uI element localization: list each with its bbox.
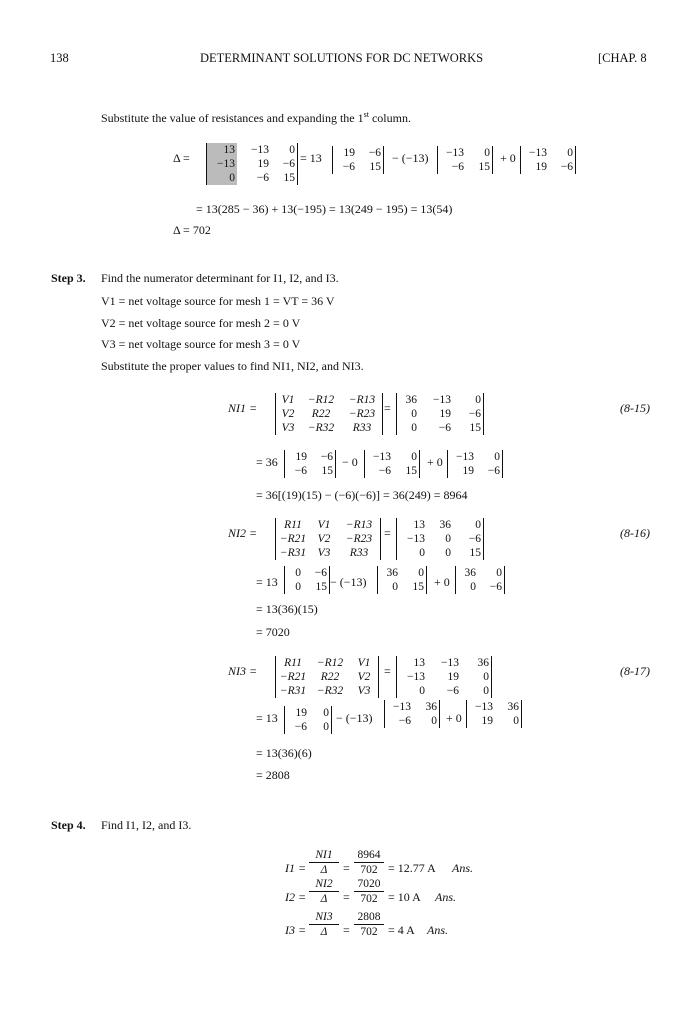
i3-numeric-fraction: $\frac{2808}{702}$	[354, 911, 384, 938]
n3-exp-coef: = 13	[256, 711, 278, 725]
chapter-label: [CHAP. 8	[598, 51, 647, 65]
n1-plus-0: + 0	[427, 455, 443, 469]
n1-minus-0: − 0	[342, 455, 358, 469]
n3-result: = 2808	[256, 768, 290, 782]
v2-definition: V2 = net voltage source for mesh 2 = 0 V	[101, 316, 301, 330]
delta-plus-0: + 0	[500, 151, 516, 165]
i1-equals: =	[343, 861, 350, 875]
delta-minor-3: −13 0 19 −6	[520, 146, 576, 174]
n3-symbolic-matrix: R11 −R12 V1 −R21 R22 V2 −R31 −R32 V3	[275, 656, 379, 698]
i2-lhs: I2 =	[285, 890, 307, 904]
n1-minor-1: 19 −6 −6 15	[284, 450, 336, 478]
n3-minor-3: −13 36 19 0	[466, 700, 522, 728]
i2-numeric-fraction: $\frac{7020}{702}$	[354, 878, 384, 905]
n3-minus-neg13: − (−13)	[336, 711, 373, 725]
delta-minus-neg13: − (−13)	[392, 151, 429, 165]
delta-minor-2: −13 0 −6 15	[437, 146, 493, 174]
n2-label: NI2 =	[228, 526, 258, 540]
n2-minor-1: 0 −6 0 15	[284, 566, 330, 594]
delta-eq-13: = 13	[300, 151, 322, 165]
n2-equation-number: (8-16)	[620, 526, 650, 540]
i1-ans: Ans.	[452, 861, 473, 875]
n3-label: NI3 =	[228, 664, 258, 678]
n3-numeric-matrix: 13 −13 36 −13 19 0 0 −6 0	[396, 656, 492, 698]
n1-exp-coef: = 36	[256, 455, 278, 469]
n2-minus-neg13: − (−13)	[330, 575, 367, 589]
n1-result-line: = 36[(19)(15) − (−6)(−6)] = 36(249) = 8964	[256, 488, 468, 502]
i2-ans: Ans.	[435, 890, 456, 904]
delta-result: Δ = 702	[173, 223, 211, 237]
n2-symbolic-matrix: R11 V1 −R13 −R21 V2 −R23 −R31 V3 R33	[275, 518, 381, 560]
n1-symbolic-matrix: V1 −R12 −R13 V2 R22 −R23 V3 −R32 R33	[275, 393, 383, 435]
delta-matrix: 13 −13 0 −13 19 −6 0 −6 15	[206, 143, 298, 185]
n2-result: = 7020	[256, 625, 290, 639]
i3-ans: Ans.	[427, 923, 448, 937]
n2-plus-0: + 0	[434, 575, 450, 589]
i1-lhs: I1 =	[285, 861, 307, 875]
delta-minor-1: 19 −6 −6 15	[332, 146, 384, 174]
i2-equals: =	[343, 890, 350, 904]
n2-minor-2: 36 0 0 15	[377, 566, 427, 594]
n1-equals: =	[384, 401, 391, 415]
intro-text: Substitute the value of resistances and expanding the 1st column.	[101, 110, 411, 125]
i1-symbolic-fraction: $\frac{NI1}{\Delta}$	[309, 849, 339, 876]
i1-numeric-fraction: $\frac{8964}{702}$	[354, 849, 384, 876]
n2-minor-3: 36 0 0 −6	[455, 566, 505, 594]
n1-numeric-matrix: 36 −13 0 0 19 −6 0 −6 15	[396, 393, 484, 435]
n2-numeric-matrix: 13 36 0 −13 0 −6 0 0 15	[396, 518, 484, 560]
n3-equation-number: (8-17)	[620, 664, 650, 678]
i1-result: = 12.77 A	[388, 861, 436, 875]
delta-expansion: = 13(285 − 36) + 13(−195) = 13(249 − 195) = 13(54)	[196, 202, 453, 216]
step4-text: Find I1, I2, and I3.	[101, 818, 192, 832]
n2-product: = 13(36)(15)	[256, 602, 318, 616]
n1-minor-2: −13 0 −6 15	[364, 450, 420, 478]
n3-plus-0: + 0	[446, 711, 462, 725]
v3-definition: V3 = net voltage source for mesh 3 = 0 V	[101, 337, 301, 351]
n3-minor-2: −13 36 −6 0	[384, 700, 440, 728]
substitute-text: Substitute the proper values to find NI1, NI2, and NI3.	[101, 359, 364, 373]
step3-text: Find the numerator determinant for I1, I2, and I3.	[101, 271, 339, 285]
n2-equals: =	[384, 526, 391, 540]
i3-equals: =	[343, 923, 350, 937]
n3-minor-1: 19 0 −6 0	[284, 706, 332, 734]
i3-result: = 4 A	[388, 923, 415, 937]
delta-label: Δ =	[173, 151, 190, 165]
n3-equals: =	[384, 664, 391, 678]
n1-label: NI1 =	[228, 401, 258, 415]
i3-lhs: I3 =	[285, 923, 307, 937]
page-number: 138	[50, 51, 69, 65]
n2-exp-coef: = 13	[256, 575, 278, 589]
v1-definition: V1 = net voltage source for mesh 1 = VT = 36 V	[101, 294, 335, 308]
step3-label: Step 3.	[51, 271, 86, 285]
n1-minor-3: −13 0 19 −6	[447, 450, 503, 478]
n1-equation-number: (8-15)	[620, 401, 650, 415]
running-title: DETERMINANT SOLUTIONS FOR DC NETWORKS	[200, 51, 484, 65]
i2-result: = 10 A	[388, 890, 421, 904]
n3-product: = 13(36)(6)	[256, 746, 312, 760]
step4-label: Step 4.	[51, 818, 86, 832]
i2-symbolic-fraction: $\frac{NI2}{\Delta}$	[309, 878, 339, 905]
i3-symbolic-fraction: $\frac{NI3}{\Delta}$	[309, 911, 339, 938]
